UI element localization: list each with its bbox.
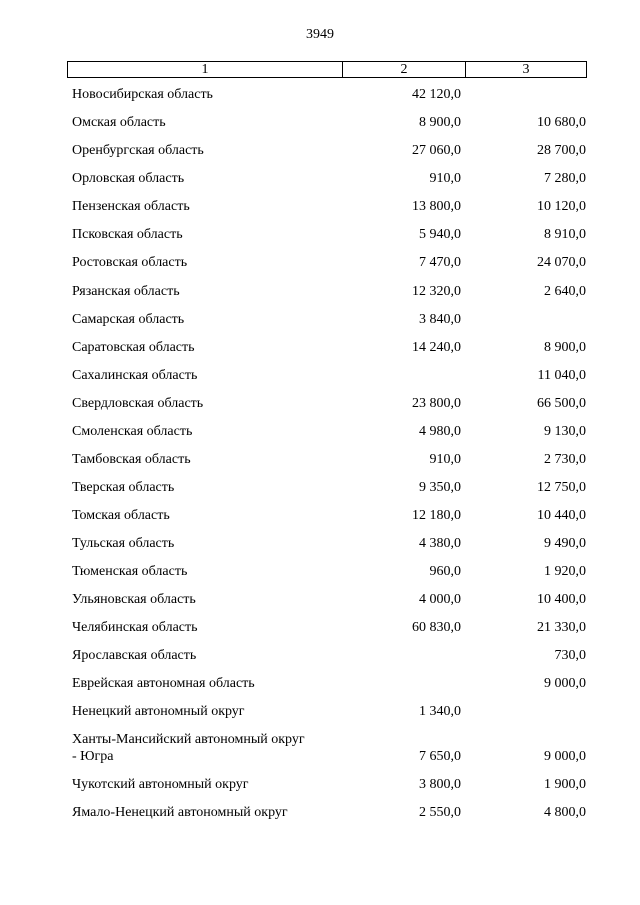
value-column-3: 10 400,0 <box>537 592 586 607</box>
region-name: Рязанская область <box>72 284 180 299</box>
value-column-3: 730,0 <box>554 648 586 663</box>
value-column-3: 9 490,0 <box>544 536 586 551</box>
region-name: Тульская область <box>72 536 175 551</box>
value-column-3: 21 330,0 <box>537 620 586 635</box>
value-column-3: 8 910,0 <box>544 227 586 242</box>
value-column-2: 13 800,0 <box>412 199 461 214</box>
region-name: Пензенская область <box>72 199 190 214</box>
page-number: 3949 <box>306 27 334 42</box>
value-column-2: 4 000,0 <box>419 592 461 607</box>
value-column-2: 27 060,0 <box>412 143 461 158</box>
value-column-3: 66 500,0 <box>537 396 586 411</box>
region-name: Ростовская область <box>72 255 188 270</box>
value-column-2: 60 830,0 <box>412 620 461 635</box>
value-column-2: 910,0 <box>429 171 461 186</box>
region-name: Оренбургская область <box>72 143 204 158</box>
region-name: Тюменская область <box>72 564 188 579</box>
region-name: Омская область <box>72 115 166 130</box>
region-name: Тверская область <box>72 480 175 495</box>
value-column-2: 4 980,0 <box>419 424 461 439</box>
region-name: Ярославская область <box>72 648 197 663</box>
region-name: Самарская область <box>72 312 185 327</box>
value-column-2: 14 240,0 <box>412 340 461 355</box>
value-column-3: 10 120,0 <box>537 199 586 214</box>
region-name: Саратовская область <box>72 340 195 355</box>
value-column-2: 2 550,0 <box>419 805 461 820</box>
value-column-2: 4 380,0 <box>419 536 461 551</box>
region-name: Новосибирская область <box>72 87 213 102</box>
value-column-3: 9 130,0 <box>544 424 586 439</box>
value-column-3: 7 280,0 <box>544 171 586 186</box>
value-column-2: 12 320,0 <box>412 284 461 299</box>
value-column-3: 2 640,0 <box>544 284 586 299</box>
region-name: Псковская область <box>72 227 183 242</box>
value-column-2: 12 180,0 <box>412 508 461 523</box>
region-name: Еврейская автономная область <box>72 676 255 691</box>
region-name: Смоленская область <box>72 424 193 439</box>
value-column-3: 11 040,0 <box>537 368 586 383</box>
value-column-2: 5 940,0 <box>419 227 461 242</box>
value-column-2: 910,0 <box>429 452 461 467</box>
value-column-2: 960,0 <box>429 564 461 579</box>
value-column-2: 23 800,0 <box>412 396 461 411</box>
value-column-3: 24 070,0 <box>537 255 586 270</box>
region-name: Томская область <box>72 508 170 523</box>
value-column-2: 1 340,0 <box>419 704 461 719</box>
region-name: Ульяновская область <box>72 592 196 607</box>
region-name: Сахалинская область <box>72 368 198 383</box>
region-name: Орловская область <box>72 171 185 186</box>
value-column-3: 9 000,0 <box>544 749 586 764</box>
region-name: Чукотский автономный округ <box>72 777 249 792</box>
value-column-2: 3 800,0 <box>419 777 461 792</box>
column-header-3: 3 <box>522 62 530 77</box>
value-column-3: 10 680,0 <box>537 115 586 130</box>
table-header <box>67 61 587 78</box>
value-column-3: 1 920,0 <box>544 564 586 579</box>
value-column-3: 1 900,0 <box>544 777 586 792</box>
value-column-3: 12 750,0 <box>537 480 586 495</box>
column-header-1: 1 <box>68 62 343 77</box>
value-column-3: 9 000,0 <box>544 676 586 691</box>
region-name: Челябинская область <box>72 620 198 635</box>
value-column-2: 42 120,0 <box>412 87 461 102</box>
value-column-3: 8 900,0 <box>544 340 586 355</box>
value-column-2: 7 470,0 <box>419 255 461 270</box>
region-name: Тамбовская область <box>72 452 191 467</box>
value-column-3: 4 800,0 <box>544 805 586 820</box>
region-name: Ханты-Мансийский автономный округ - Югра <box>72 732 305 764</box>
value-column-3: 10 440,0 <box>537 508 586 523</box>
value-column-3: 2 730,0 <box>544 452 586 467</box>
value-column-3: 28 700,0 <box>537 143 586 158</box>
region-name: Свердловская область <box>72 396 204 411</box>
column-header-2: 2 <box>343 62 466 77</box>
value-column-2: 9 350,0 <box>419 480 461 495</box>
region-name: Ямало-Ненецкий автономный округ <box>72 805 288 820</box>
region-name: Ненецкий автономный округ <box>72 704 245 719</box>
value-column-2: 3 840,0 <box>419 312 461 327</box>
value-column-2: 8 900,0 <box>419 115 461 130</box>
value-column-2: 7 650,0 <box>419 749 461 764</box>
